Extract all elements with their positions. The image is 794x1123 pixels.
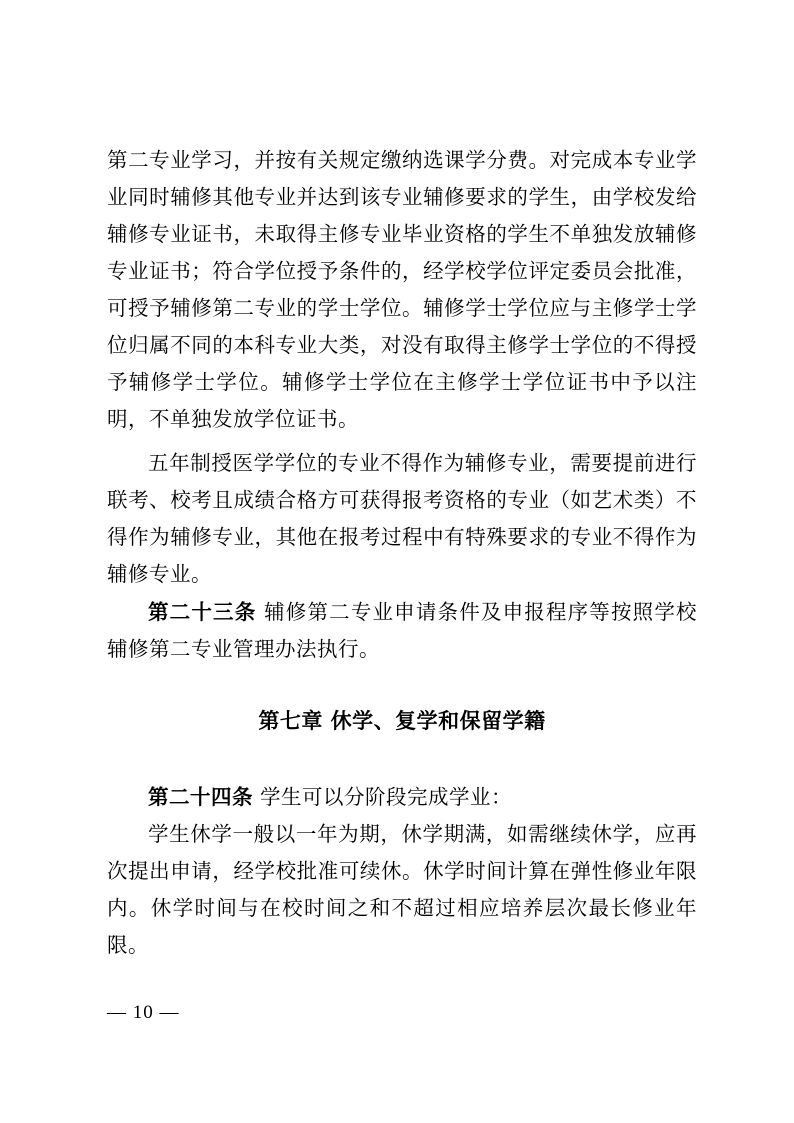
article-24 [107, 779, 697, 816]
article-23-label: 第二十三条 [148, 600, 257, 624]
paragraph-suspension: 学生休学一般以一年为期，休学期满，如需继续休学，应再次提出申请，经学校批准可续休。休学时间计算在弹性修业年限内。休学时间与在校时间之和不超过相应培养层次最长修业年限。 [107, 822, 697, 957]
paragraph-minor-degree: 第二专业学习，并按有关规定缴纳选课学分费。对完成本专业学业同时辅修其他专业并达到该专业辅修要求的学生，由学校发给辅修专业证书，未取得主修专业毕业资格的学生不单独发放辅修专业证书；符合学位授予条件的，经学校学位评定委员会批准，可授予辅修第二专业的学士学位。辅修学士学位应与主修学士学位归属不同的本科专业大类，对没有取得主修学士学位的不得授予辅修学士学位。辅修学士学位在主修学士学位证书中予以注明，不单独发放学位证书。 [107, 148, 697, 431]
article-24-text: 学生可以分阶段完成学业： [253, 785, 513, 809]
chapter-title: 第七章 休学、复学和保留学籍 [258, 708, 546, 733]
article-23 [107, 594, 697, 668]
paragraph-minor-restrictions: 五年制授医学学位的专业不得作为辅修专业，需要提前进行联考、校考且成绩合格方可获得报考资格的专业（如艺术类）不得作为辅修专业，其他在报考过程中有特殊要求的专业不得作为辅修专业。 [107, 451, 697, 586]
article-24-label: 第二十四条 [148, 785, 253, 809]
article-23-text: 辅修第二专业申请条件及申报程序等按照学校辅修第二专业管理办法执行。 [107, 600, 698, 661]
page-number: — 10 — [107, 1002, 180, 1023]
